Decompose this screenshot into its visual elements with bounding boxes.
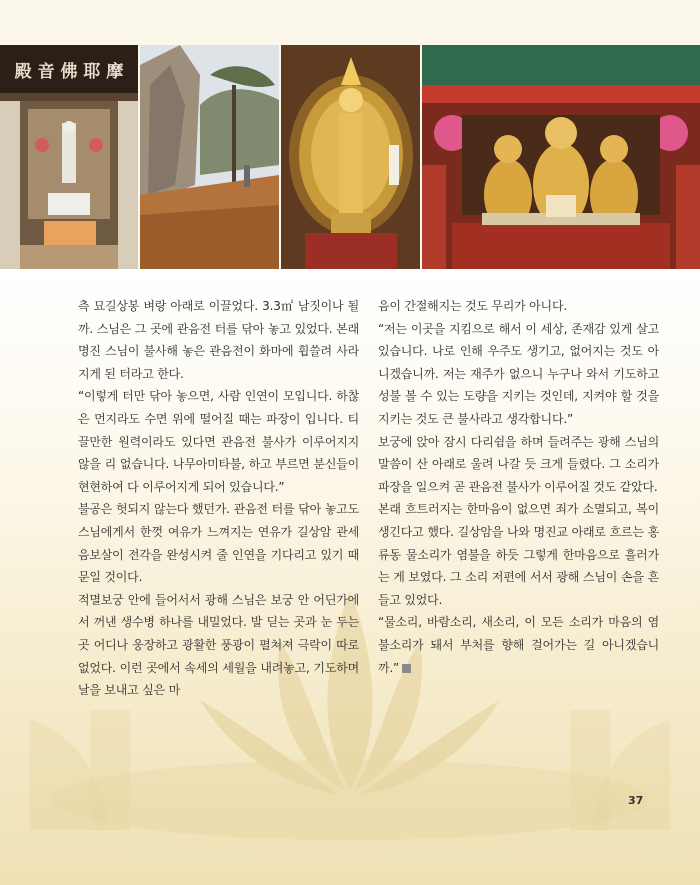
- shrine-photo: [0, 45, 138, 269]
- article-paragraph: 음이 간절해지는 것도 무리가 아니다.: [378, 299, 567, 313]
- thousand-arm-statue-photo: [281, 45, 420, 269]
- article-column-left: [78, 295, 359, 702]
- article-paragraph: 보궁에 앉아 잠시 다리쉼을 하며 들려주는 광해 스님의 말씀이 산 아래로 울려 나갈 듯 크게 들렸다. 그 소리가 파장을 일으켜 곧 관음전 불사가 이루어질 것도 같았다.: [378, 434, 659, 494]
- article-paragraph: 본래 흐트러지는 한마음이 없으면 죄가 소멸되고, 복이 생긴다고 했다. 길상암을 나와 명진교 아래로 흐르는 홍류동 물소리가 염불을 하듯 그렇게 한마음으로 흘러가는 게 보였다. 그 소리 저편에 서서 광해 스님이 손을 흔들고 있었다.: [378, 502, 659, 607]
- article-paragraph: 측 묘길상봉 벼랑 아래로 이끌었다. 3.3㎡ 남짓이나 될까. 스님은 그 곳에 관음전 터를 닦아 놓고 있었다. 본래 명진 스님이 불사해 놓은 관음전이 화마에 휩쓸려 사라지게 된 터라고 한다.: [78, 299, 359, 381]
- article-paragraph: “저는 이곳을 지킴으로 해서 이 세상, 존재감 있게 살고 있습니다. 나로 인해 우주도 생기고, 없어지는 것도 아니겠습니까. 저는 재주가 없으니 누구나 와서 기도하고 성불 볼 수 있는 도량을 지키는 것인데, 지켜야 할 것을 지키는 것도 큰 불사라고 생각합니다.”: [378, 321, 659, 426]
- article-paragraph: “이렇게 터만 닦아 놓으면, 사람 인연이 모입니다. 하찮은 먼지라도 수면 위에 떨어질 때는 파장이 입니다. 티끌만한 원력이라도 있다면 관음전 불사가 이루어지지 않을 리 없습니다. 나무아미타불, 하고 부르면 분신들이 현현하여 다 이루어지게 되어 있습니다.”: [78, 389, 359, 494]
- article-column-right: [378, 295, 659, 679]
- page-number: 37: [628, 794, 644, 807]
- rock-forest-photo: [140, 45, 279, 269]
- altar-buddhas-photo: [422, 45, 700, 269]
- article-paragraph: 불공은 헛되지 않는다 했던가. 관음전 터를 닦아 놓고도 스님에게서 한껏 여유가 느껴지는 연유가 길상암 관세음보살이 전각을 완성시켜 줄 인연을 기다리고 있기 때문일 것이다.: [78, 502, 359, 585]
- plaque-text: 殿 音 佛 耶 摩: [14, 62, 124, 82]
- end-mark-icon: [402, 664, 411, 673]
- photo-strip: [0, 45, 700, 269]
- article-paragraph: 적멸보궁 안에 들어서서 광해 스님은 보궁 안 어딘가에서 꺼낸 생수병 하나를 내밀었다. 발 딛는 곳과 눈 두는 곳 어디나 웅장하고 광활한 풍광이 펼쳐져 극락이 따로 없었다. 이런 곳에서 속세의 세월을 내려놓고, 기도하며 날을 보내고 싶은 마: [78, 592, 359, 698]
- article-closing-quote: “물소리, 바람소리, 새소리, 이 모든 소리가 마음의 염불소리가 돼서 부처를 향해 걸어가는 길 아니겠습니까.”: [378, 615, 659, 675]
- article-paragraph-last: [378, 611, 659, 679]
